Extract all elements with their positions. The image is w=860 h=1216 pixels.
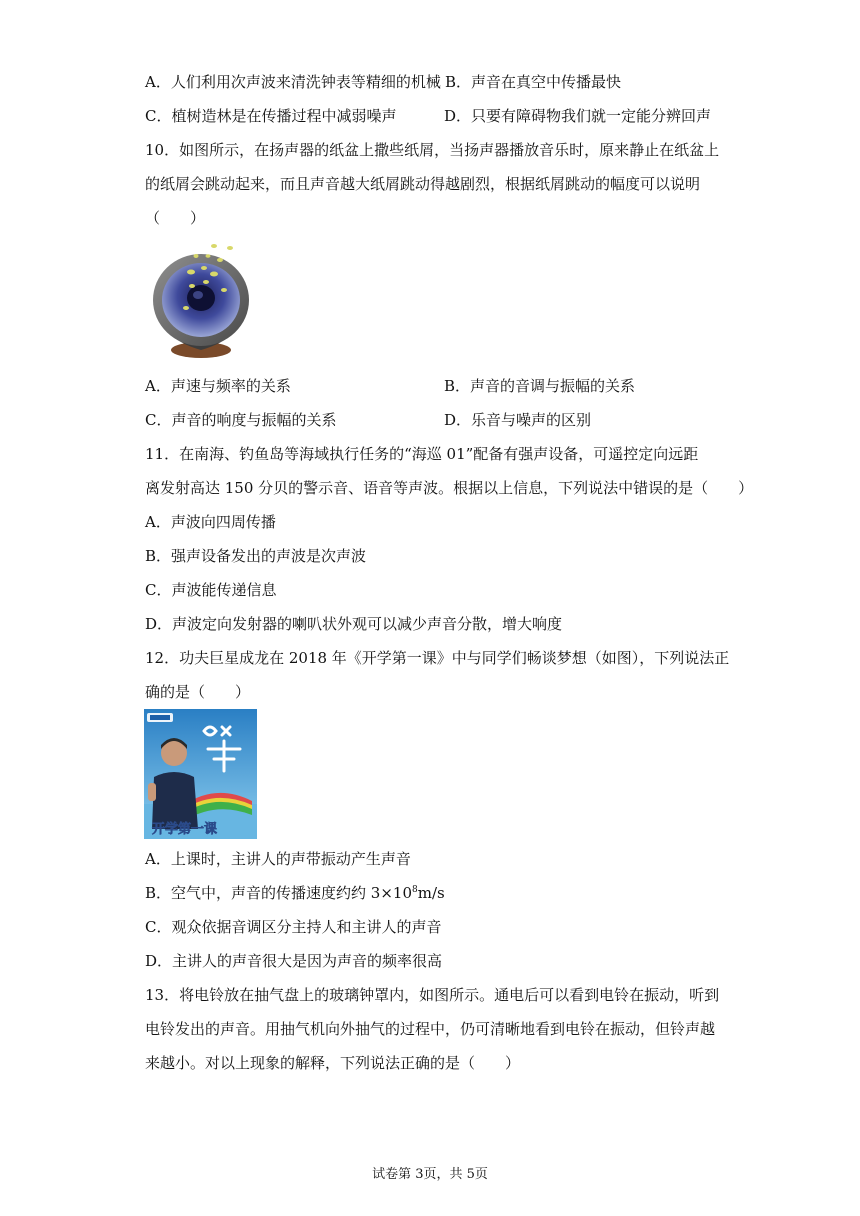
q12-option-b-text: B．空气中，声音的传播速度约约 3×10 [145,884,412,902]
q9-option-d: D．只要有障碍物我们就一定能分辨回声 [444,107,712,125]
q10-option-a: A．声速与频率的关系 [145,377,291,395]
q12-stem-line-1: 12．功夫巨星成龙在 2018 年《开学第一课》中与同学们畅谈梦想（如图），下列说法正 [145,649,730,667]
q11-option-b: B．强声设备发出的声波是次声波 [145,547,367,565]
q11-option-d: D．声波定向发射器的喇叭状外观可以减少声音分散，增大响度 [145,615,563,633]
speaker-figure [146,238,256,360]
q10-option-b: B．声音的音调与振幅的关系 [444,377,636,395]
q12-option-b-unit: m/s [417,884,445,902]
q11-option-c: C．声波能传递信息 [145,581,277,599]
q13-stem-line-2: 电铃发出的声音。用抽气机向外抽气的过程中，仍可清晰地看到电铃在振动，但铃声越 [145,1020,716,1038]
q13-stem-line-1: 13．将电铃放在抽气盘上的玻璃钟罩内，如图所示。通电后可以看到电铃在振动，听到 [145,986,720,1004]
q10-option-d: D．乐音与噪声的区别 [444,411,592,429]
q12-option-d: D．主讲人的声音很大是因为声音的频率很高 [145,952,443,970]
q10-stem-line-1: 10．如图所示，在扬声器的纸盆上撒些纸屑，当扬声器播放音乐时，原来静止在纸盆上 [145,141,720,159]
q12-option-b [145,883,445,903]
q12-option-c: C．观众依据音调区分主持人和主讲人的声音 [145,918,442,936]
q12-stem-line-2: 确的是（ ） [145,683,251,701]
jackie-chan-poster-figure [144,709,257,839]
poster-title-text: 开学第一课 [152,822,218,837]
q9-option-a: A．人们利用次声波来清洗钟表等精细的机械 [145,73,441,91]
q10-stem-line-3: （ ） [145,209,206,227]
q9-option-c: C．植树造林是在传播过程中减弱噪声 [145,107,397,125]
q10-option-c: C．声音的响度与振幅的关系 [145,411,337,429]
q11-stem-line-1: 11．在南海、钓鱼岛等海域执行任务的“海巡 01”配备有强声设备，可遥控定向远距 [145,445,699,463]
page-footer: 试卷第 3页，共 5页 [372,1167,488,1182]
q12-option-a: A．上课时，主讲人的声带振动产生声音 [145,850,411,868]
q9-option-b: B．声音在真空中传播最快 [445,73,622,91]
q10-stem-line-2: 的纸屑会跳动起来，而且声音越大纸屑跳动得越剧烈，根据纸屑跳动的幅度可以说明 [145,175,701,193]
q12-option-b-exponent: 8 [412,885,418,895]
q11-option-a: A．声波向四周传播 [145,513,276,531]
q13-stem-line-3: 来越小。对以上现象的解释，下列说法正确的是（ ） [145,1054,521,1072]
q11-stem-line-2: 离发射高达 150 分贝的警示音、语音等声波。根据以上信息，下列说法中错误的是（ ） [145,479,754,497]
